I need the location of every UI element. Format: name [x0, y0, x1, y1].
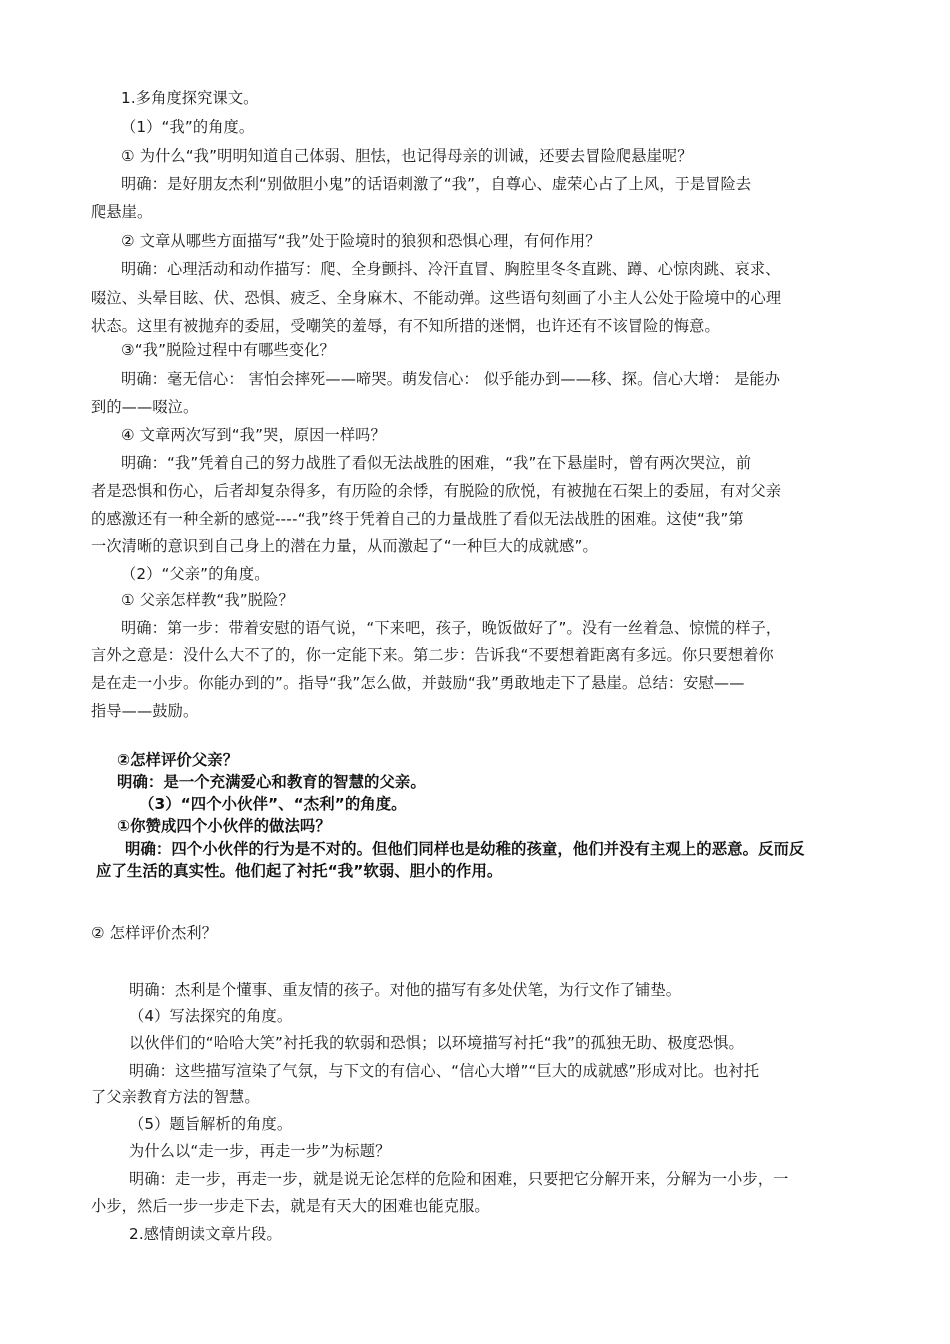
text-line: 一次清晰的意识到自己身上的潜在力量，从而激起了“一种巨大的成就感”。	[91, 537, 598, 555]
text-line: 明确：杰利是个懂事、重友情的孩子。对他的描写有多处伏笔，为行文作了铺垫。	[129, 981, 682, 999]
text-line: 明确：“我”凭着自己的努力战胜了看似无法战胜的困难，“我”在下悬崖时，曾有两次哭泣，前	[121, 454, 752, 472]
text-line: 明确：心理活动和动作描写：爬、全身颤抖、冷汗直冒、胸腔里冬冬直跳、蹲、心惊肉跳、哀求、	[121, 260, 781, 278]
text-line: （2）“父亲”的角度。	[121, 565, 270, 583]
text-line: （4）写法探究的角度。	[129, 1007, 293, 1025]
embedded-text-line: 明确：是一个充满爱心和教育的智慧的父亲。	[117, 773, 426, 791]
text-line: ② 怎样评价杰利？	[91, 924, 218, 942]
embedded-text-line: 应了生活的真实性。他们起了衬托“我”软弱、胆小的作用。	[96, 862, 503, 880]
text-line: 者是恐惧和伤心，后者却复杂得多，有历险的余悸，有脱险的欣悦，有被抛在石架上的委屈，有对父亲	[91, 482, 782, 500]
text-line: 明确：走一步，再走一步，就是说无论怎样的危险和困难，只要把它分解开来，分解为一小步，一	[129, 1170, 789, 1188]
text-line: 到的——啜泣。	[91, 398, 199, 416]
text-line: 状态。这里有被抛弃的委屈，受嘲笑的羞辱，有不知所措的迷惘，也许还有不该冒险的悔意。	[91, 317, 720, 335]
text-line: 为什么以“走一步，再走一步”为标题？	[129, 1142, 391, 1160]
text-line: 明确：第一步：带着安慰的语气说，“下来吧，孩子，晚饭做好了”。没有一丝着急、惊慌的样子，	[121, 619, 782, 637]
embedded-text-line: 明确：四个小伙伴的行为是不对的。但他们同样也是幼稚的孩童，他们并没有主观上的恶意。反而反	[125, 840, 805, 858]
text-line: 指导——鼓励。	[91, 702, 199, 720]
text-line: ① 父亲怎样教“我”脱险？	[121, 591, 294, 609]
text-line: 明确：毫无信心： 害怕会摔死——啼哭。萌发信心： 似乎能办到——移、探。信心大增： 是能办	[121, 370, 781, 388]
text-line: （1）“我”的角度。	[121, 118, 255, 136]
text-line: ① 为什么“我”明明知道自己体弱、胆怯，也记得母亲的训诫，还要去冒险爬悬崖呢？	[121, 147, 693, 165]
text-line: （5）题旨解析的角度。	[129, 1115, 293, 1133]
text-line: 1.多角度探究课文。	[121, 89, 259, 107]
text-line: 的感激还有一种全新的感觉----“我”终于凭着自己的力量战胜了看似无法战胜的困难。这使“我”第	[91, 510, 744, 528]
text-line: ③“我”脱险过程中有哪些变化？	[121, 341, 335, 359]
text-line: 明确：这些描写渲染了气氛，与下文的有信心、“信心大增”“巨大的成就感”形成对比。也衬托	[129, 1062, 760, 1080]
text-line: 是在走一小步。你能办到的”。指导“我”怎么做，并鼓励“我”勇敢地走下了悬崖。总结：安慰——	[91, 674, 745, 692]
text-line: 明确：是好朋友杰利“别做胆小鬼”的话语刺激了“我”，自尊心、虚荣心占了上风，于是冒险去	[121, 175, 752, 193]
embedded-text-line: ②怎样评价父亲？	[117, 751, 239, 769]
text-line: 言外之意是：没什么大不了的，你一定能下来。第二步：告诉我“不要想着距离有多远。你只要想着你	[91, 646, 774, 664]
text-line: 2.感情朗读文章片段。	[129, 1225, 282, 1243]
text-line: 爬悬崖。	[91, 203, 153, 221]
text-line: 小步，然后一步一步走下去，就是有天大的困难也能克服。	[91, 1197, 490, 1215]
embedded-text-line: ①你赞成四个小伙伴的做法吗？	[117, 817, 331, 835]
text-line: ④ 文章两次写到“我”哭，原因一样吗？	[121, 426, 386, 444]
text-line: 以伙伴们的“哈哈大笑”衬托我的软弱和恐惧；以环境描写衬托“我”的孤独无助、极度恐惧。	[129, 1034, 744, 1052]
text-line: ② 文章从哪些方面描写“我”处于险境时的狼狈和恐惧心理，有何作用？	[121, 232, 601, 250]
text-line: 啜泣、头晕目眩、伏、恐惧、疲乏、全身麻木、不能动弹。这些语句刻画了小主人公处于险境中的心理	[91, 289, 782, 307]
text-line: 了父亲教育方法的智慧。	[91, 1088, 260, 1106]
embedded-text-line: （3）“四个小伙伴”、“杰利”的角度。	[139, 795, 407, 813]
